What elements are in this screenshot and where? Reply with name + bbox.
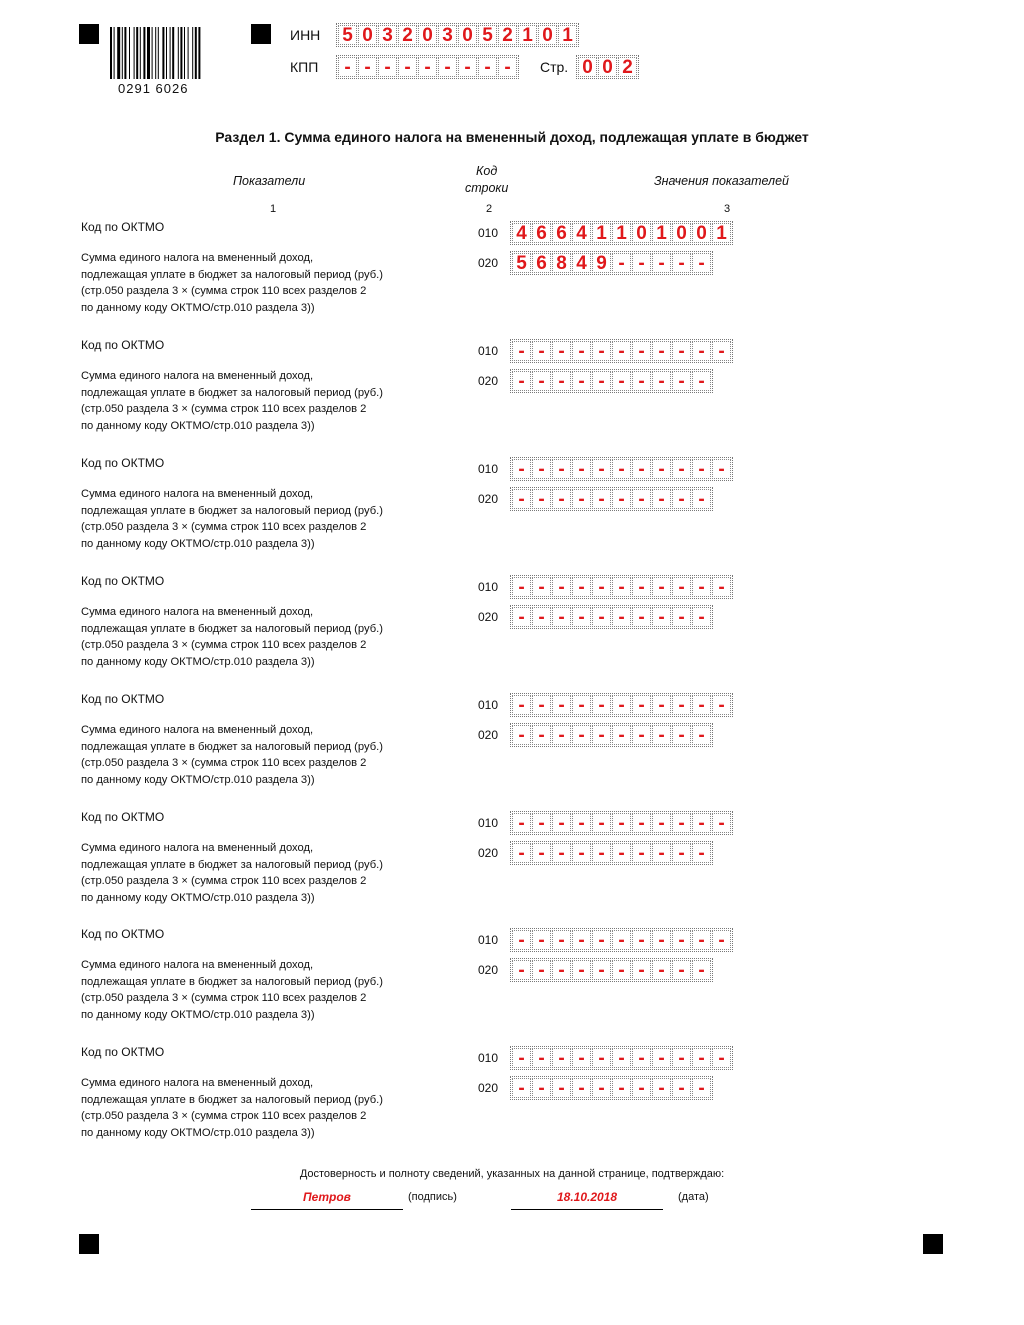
tax-sum-label-line: по данному коду ОКТМО/стр.010 раздела 3)) (81, 419, 315, 432)
char-cell: - (378, 57, 397, 77)
char-cell: - (572, 695, 591, 715)
tax-sum-label-line: (стр.050 раздела 3 × (сумма строк 110 всех разделов 2 (81, 757, 367, 769)
oktmo-label: Код по ОКТМО (81, 1045, 165, 1059)
char-cell: - (612, 813, 631, 833)
char-cell: 2 (618, 57, 637, 77)
char-cell: - (652, 577, 671, 597)
tax-sum-label-line: (стр.050 раздела 3 × (сумма строк 110 всех разделов 2 (81, 639, 367, 651)
char-cell: 0 (358, 25, 377, 45)
char-cell: - (632, 371, 651, 391)
tax-sum-label-line: подлежащая уплате в бюджет за налоговый период (руб.) (81, 386, 383, 399)
line-code-010: 010 (478, 462, 499, 476)
char-cell: - (572, 1048, 591, 1068)
column-number-3: 3 (724, 203, 731, 215)
line-code-020: 020 (478, 963, 499, 977)
char-cell: 0 (632, 223, 651, 243)
char-cell: - (672, 843, 691, 863)
oktmo-label: Код по ОКТМО (81, 692, 165, 706)
char-cell: - (592, 1048, 611, 1068)
kpp-field[interactable] (336, 55, 519, 79)
confirmation-text: Достоверность и полноту сведений, указанных на данной странице, подтверждаю: (299, 1168, 725, 1180)
char-cell: - (532, 341, 551, 361)
tax-sum-label-line: Сумма единого налога на вмененный доход, (81, 252, 314, 264)
char-cell: - (512, 341, 531, 361)
char-cell: - (672, 371, 691, 391)
char-cell: - (672, 1048, 691, 1068)
section-title: Раздел 1. Сумма единого налога на вмененный доход, подлежащая уплате в бюджет (215, 129, 809, 145)
oktmo-field[interactable] (510, 221, 733, 245)
char-cell: - (552, 1078, 571, 1098)
char-cell: 1 (712, 223, 731, 243)
char-cell: - (692, 1048, 711, 1068)
line-code-010: 010 (478, 226, 499, 240)
char-cell: - (632, 341, 651, 361)
char-cell: - (672, 341, 691, 361)
char-cell: - (572, 930, 591, 950)
char-cell: - (532, 725, 551, 745)
tax-sum-label-line: подлежащая уплате в бюджет за налоговый период (руб.) (81, 1093, 383, 1106)
oktmo-field[interactable] (510, 1046, 733, 1070)
char-cell: - (572, 843, 591, 863)
char-cell: 5 (478, 25, 497, 45)
inn-label: ИНН (290, 27, 321, 43)
char-cell: - (652, 253, 671, 273)
tax-sum-label-line: по данному коду ОКТМО/стр.010 раздела 3)) (81, 301, 315, 314)
char-cell: - (652, 930, 671, 950)
tax-sum-label-line: подлежащая уплате в бюджет за налоговый период (руб.) (81, 268, 383, 281)
char-cell: 6 (532, 253, 551, 273)
char-cell: 6 (532, 223, 551, 243)
column-header-values: Значения показателей (654, 174, 790, 188)
line-code-010: 010 (478, 344, 499, 358)
char-cell: - (572, 1078, 591, 1098)
tax-sum-label-line: Сумма единого налога на вмененный доход, (81, 606, 314, 618)
tax-sum-field[interactable] (510, 369, 713, 393)
char-cell: - (712, 813, 731, 833)
char-cell: - (672, 960, 691, 980)
char-cell: - (712, 459, 731, 479)
signature-value[interactable]: Петров (303, 1190, 351, 1204)
tax-sum-label-line: по данному коду ОКТМО/стр.010 раздела 3)) (81, 891, 315, 904)
oktmo-label: Код по ОКТМО (81, 927, 165, 941)
barcode-number: 0291 6026 (118, 81, 189, 96)
char-cell: - (612, 459, 631, 479)
char-cell: - (692, 489, 711, 509)
char-cell: - (632, 960, 651, 980)
tax-sum-label (81, 840, 441, 906)
column-number-2: 2 (486, 203, 493, 215)
corner-marker-bottom-right (923, 1234, 943, 1254)
char-cell: - (692, 813, 711, 833)
tax-sum-label-line: по данному коду ОКТМО/стр.010 раздела 3)) (81, 1126, 315, 1139)
char-cell: - (592, 843, 611, 863)
char-cell: 3 (378, 25, 397, 45)
char-cell: 3 (438, 25, 457, 45)
oktmo-label: Код по ОКТМО (81, 338, 165, 352)
char-cell: - (532, 1048, 551, 1068)
char-cell: 9 (592, 253, 611, 273)
tax-sum-field[interactable] (510, 958, 713, 982)
char-cell: - (552, 459, 571, 479)
tax-sum-label (81, 1075, 441, 1141)
char-cell: - (652, 695, 671, 715)
char-cell: - (632, 813, 651, 833)
char-cell: - (672, 607, 691, 627)
char-cell: - (552, 577, 571, 597)
char-cell: - (692, 371, 711, 391)
char-cell: - (532, 843, 551, 863)
tax-sum-label-line: (стр.050 раздела 3 × (сумма строк 110 всех разделов 2 (81, 403, 367, 415)
char-cell: - (652, 1048, 671, 1068)
char-cell: - (612, 577, 631, 597)
tax-sum-label (81, 604, 441, 670)
char-cell: - (612, 843, 631, 863)
oktmo-label: Код по ОКТМО (81, 456, 165, 470)
char-cell: - (592, 930, 611, 950)
line-code-010: 010 (478, 580, 499, 594)
char-cell: - (612, 341, 631, 361)
char-cell: - (572, 341, 591, 361)
char-cell: - (438, 57, 457, 77)
tax-sum-label-line: Сумма единого налога на вмененный доход, (81, 488, 314, 500)
char-cell: - (612, 695, 631, 715)
char-cell: - (592, 459, 611, 479)
char-cell: - (692, 577, 711, 597)
char-cell: - (692, 695, 711, 715)
char-cell: 5 (338, 25, 357, 45)
oktmo-field[interactable] (510, 457, 733, 481)
char-cell: - (652, 459, 671, 479)
char-cell: - (652, 1078, 671, 1098)
column-header-code-line1: Код (476, 164, 498, 178)
line-code-020: 020 (478, 728, 499, 742)
char-cell: - (532, 930, 551, 950)
char-cell: - (512, 930, 531, 950)
char-cell: 0 (538, 25, 557, 45)
char-cell: - (498, 57, 517, 77)
char-cell: - (592, 489, 611, 509)
char-cell: - (592, 341, 611, 361)
char-cell: 0 (692, 223, 711, 243)
char-cell: 1 (652, 223, 671, 243)
char-cell: - (512, 813, 531, 833)
char-cell: - (552, 725, 571, 745)
barcode-image (110, 27, 232, 79)
char-cell: - (632, 577, 651, 597)
char-cell: 4 (572, 253, 591, 273)
char-cell: 4 (512, 223, 531, 243)
char-cell: - (532, 813, 551, 833)
line-code-010: 010 (478, 698, 499, 712)
column-number-1: 1 (270, 203, 277, 215)
corner-marker-top-left (79, 24, 99, 44)
char-cell: - (692, 725, 711, 745)
tax-sum-label-line: по данному коду ОКТМО/стр.010 раздела 3)) (81, 773, 315, 786)
char-cell: - (612, 1048, 631, 1068)
char-cell: - (512, 1048, 531, 1068)
page-number-field[interactable] (576, 55, 639, 79)
char-cell: - (552, 813, 571, 833)
char-cell: - (672, 1078, 691, 1098)
line-code-020: 020 (478, 610, 499, 624)
tax-sum-label-line: по данному коду ОКТМО/стр.010 раздела 3)) (81, 655, 315, 668)
char-cell: 0 (418, 25, 437, 45)
oktmo-field[interactable] (510, 575, 733, 599)
char-cell: - (612, 489, 631, 509)
char-cell: - (612, 607, 631, 627)
char-cell: - (532, 607, 551, 627)
char-cell: - (418, 57, 437, 77)
char-cell: 4 (572, 223, 591, 243)
char-cell: - (532, 695, 551, 715)
char-cell: - (692, 960, 711, 980)
tax-sum-field[interactable] (510, 251, 713, 275)
char-cell: - (692, 607, 711, 627)
char-cell: - (632, 1078, 651, 1098)
char-cell: - (712, 341, 731, 361)
char-cell: - (672, 459, 691, 479)
char-cell: - (672, 695, 691, 715)
char-cell: - (552, 371, 571, 391)
line-code-020: 020 (478, 492, 499, 506)
char-cell: - (652, 489, 671, 509)
tax-sum-label-line: подлежащая уплате в бюджет за налоговый период (руб.) (81, 740, 383, 753)
char-cell: - (652, 607, 671, 627)
char-cell: - (512, 1078, 531, 1098)
char-cell: - (532, 459, 551, 479)
line-code-020: 020 (478, 1081, 499, 1095)
tax-sum-label-line: по данному коду ОКТМО/стр.010 раздела 3)) (81, 1008, 315, 1021)
tax-sum-label-line: подлежащая уплате в бюджет за налоговый период (руб.) (81, 975, 383, 988)
char-cell: - (672, 253, 691, 273)
corner-marker-bottom-left (79, 1234, 99, 1254)
char-cell: - (632, 695, 651, 715)
signature-label: (подпись) (408, 1191, 457, 1203)
char-cell: - (572, 459, 591, 479)
page-label: Стр. (540, 59, 569, 75)
char-cell: - (652, 843, 671, 863)
tax-sum-label-line: Сумма единого налога на вмененный доход, (81, 959, 314, 971)
char-cell: - (692, 459, 711, 479)
tax-sum-label-line: Сумма единого налога на вмененный доход, (81, 1077, 314, 1089)
tax-sum-field[interactable] (510, 1076, 713, 1100)
char-cell: - (512, 489, 531, 509)
line-code-020: 020 (478, 846, 499, 860)
oktmo-field[interactable] (510, 339, 733, 363)
char-cell: - (652, 960, 671, 980)
tax-sum-label-line: Сумма единого налога на вмененный доход, (81, 370, 314, 382)
char-cell: - (592, 1078, 611, 1098)
tax-sum-label-line: (стр.050 раздела 3 × (сумма строк 110 всех разделов 2 (81, 1110, 367, 1122)
date-line (511, 1209, 663, 1210)
char-cell: - (512, 371, 531, 391)
char-cell: - (512, 695, 531, 715)
char-cell: - (712, 577, 731, 597)
tax-sum-label-line: Сумма единого налога на вмененный доход, (81, 842, 314, 854)
corner-marker-top-mid (251, 24, 271, 44)
oktmo-field[interactable] (510, 811, 733, 835)
char-cell: - (358, 57, 377, 77)
char-cell: - (512, 843, 531, 863)
char-cell: - (512, 459, 531, 479)
char-cell: - (672, 813, 691, 833)
tax-sum-field[interactable] (510, 841, 713, 865)
char-cell: - (672, 489, 691, 509)
char-cell: - (632, 253, 651, 273)
char-cell: - (532, 577, 551, 597)
char-cell: - (712, 1048, 731, 1068)
tax-sum-label (81, 250, 441, 316)
char-cell: - (572, 577, 591, 597)
char-cell: 1 (592, 223, 611, 243)
char-cell: - (612, 371, 631, 391)
oktmo-label: Код по ОКТМО (81, 220, 165, 234)
line-code-020: 020 (478, 256, 499, 270)
char-cell: - (552, 607, 571, 627)
char-cell: - (592, 371, 611, 391)
column-header-code-line2: строки (465, 181, 509, 195)
char-cell: - (612, 253, 631, 273)
char-cell: - (532, 489, 551, 509)
char-cell: - (592, 695, 611, 715)
tax-sum-label-line: по данному коду ОКТМО/стр.010 раздела 3)) (81, 537, 315, 550)
char-cell: - (552, 1048, 571, 1068)
char-cell: 0 (458, 25, 477, 45)
char-cell: - (692, 341, 711, 361)
char-cell: - (612, 725, 631, 745)
char-cell: - (398, 57, 417, 77)
char-cell: 8 (552, 253, 571, 273)
char-cell: - (592, 725, 611, 745)
line-code-010: 010 (478, 1051, 499, 1065)
char-cell: - (692, 843, 711, 863)
char-cell: - (572, 960, 591, 980)
char-cell: 2 (498, 25, 517, 45)
char-cell: - (612, 1078, 631, 1098)
char-cell: 1 (612, 223, 631, 243)
char-cell: - (512, 725, 531, 745)
char-cell: 0 (578, 57, 597, 77)
tax-sum-label (81, 722, 441, 788)
char-cell: - (692, 1078, 711, 1098)
char-cell: - (338, 57, 357, 77)
line-code-010: 010 (478, 933, 499, 947)
char-cell: - (572, 489, 591, 509)
char-cell: 0 (672, 223, 691, 243)
char-cell: - (632, 607, 651, 627)
char-cell: - (572, 725, 591, 745)
line-code-010: 010 (478, 816, 499, 830)
tax-sum-field[interactable] (510, 605, 713, 629)
tax-sum-label-line: (стр.050 раздела 3 × (сумма строк 110 всех разделов 2 (81, 875, 367, 887)
date-label: (дата) (678, 1191, 709, 1203)
line-code-020: 020 (478, 374, 499, 388)
char-cell: - (632, 489, 651, 509)
char-cell: - (672, 725, 691, 745)
tax-sum-label-line: подлежащая уплате в бюджет за налоговый период (руб.) (81, 622, 383, 635)
char-cell: - (532, 960, 551, 980)
char-cell: 6 (552, 223, 571, 243)
char-cell: 5 (512, 253, 531, 273)
tax-sum-label-line: подлежащая уплате в бюджет за налоговый период (руб.) (81, 504, 383, 517)
char-cell: 2 (398, 25, 417, 45)
oktmo-label: Код по ОКТМО (81, 574, 165, 588)
char-cell: - (552, 960, 571, 980)
char-cell: - (612, 960, 631, 980)
char-cell: - (512, 577, 531, 597)
char-cell: - (512, 607, 531, 627)
date-value[interactable]: 18.10.2018 (556, 1190, 618, 1204)
char-cell: - (532, 371, 551, 391)
char-cell: - (632, 1048, 651, 1068)
char-cell: - (458, 57, 477, 77)
char-cell: - (692, 930, 711, 950)
char-cell: - (552, 695, 571, 715)
char-cell: - (712, 695, 731, 715)
char-cell: - (478, 57, 497, 77)
char-cell: - (592, 607, 611, 627)
char-cell: - (572, 813, 591, 833)
oktmo-label: Код по ОКТМО (81, 810, 165, 824)
column-header-indicators: Показатели (233, 174, 306, 188)
signature-line (251, 1209, 403, 1210)
char-cell: - (652, 813, 671, 833)
char-cell: - (612, 930, 631, 950)
char-cell: - (592, 813, 611, 833)
char-cell: - (512, 960, 531, 980)
tax-sum-label-line: (стр.050 раздела 3 × (сумма строк 110 всех разделов 2 (81, 521, 367, 533)
char-cell: - (672, 930, 691, 950)
tax-sum-label-line: (стр.050 раздела 3 × (сумма строк 110 всех разделов 2 (81, 285, 367, 297)
tax-sum-label (81, 486, 441, 552)
char-cell: - (592, 960, 611, 980)
char-cell: - (632, 725, 651, 745)
tax-sum-field[interactable] (510, 487, 713, 511)
char-cell: - (572, 607, 591, 627)
char-cell: - (692, 253, 711, 273)
tax-sum-label (81, 368, 441, 434)
char-cell: - (552, 843, 571, 863)
char-cell: - (632, 930, 651, 950)
char-cell: - (552, 341, 571, 361)
tax-sum-label (81, 957, 441, 1023)
char-cell: - (632, 843, 651, 863)
char-cell: - (552, 489, 571, 509)
char-cell: - (632, 459, 651, 479)
oktmo-field[interactable] (510, 928, 733, 952)
tax-sum-field[interactable] (510, 723, 713, 747)
char-cell: - (652, 725, 671, 745)
tax-sum-label-line: (стр.050 раздела 3 × (сумма строк 110 всех разделов 2 (81, 992, 367, 1004)
char-cell: 0 (598, 57, 617, 77)
char-cell: - (712, 930, 731, 950)
oktmo-field[interactable] (510, 693, 733, 717)
char-cell: - (532, 1078, 551, 1098)
kpp-label: КПП (290, 59, 319, 75)
char-cell: 1 (558, 25, 577, 45)
char-cell: - (652, 341, 671, 361)
inn-field[interactable] (336, 23, 579, 47)
char-cell: 1 (518, 25, 537, 45)
char-cell: - (672, 577, 691, 597)
char-cell: - (592, 577, 611, 597)
char-cell: - (572, 371, 591, 391)
char-cell: - (552, 930, 571, 950)
tax-sum-label-line: подлежащая уплате в бюджет за налоговый период (руб.) (81, 858, 383, 871)
char-cell: - (652, 371, 671, 391)
tax-sum-label-line: Сумма единого налога на вмененный доход, (81, 724, 314, 736)
